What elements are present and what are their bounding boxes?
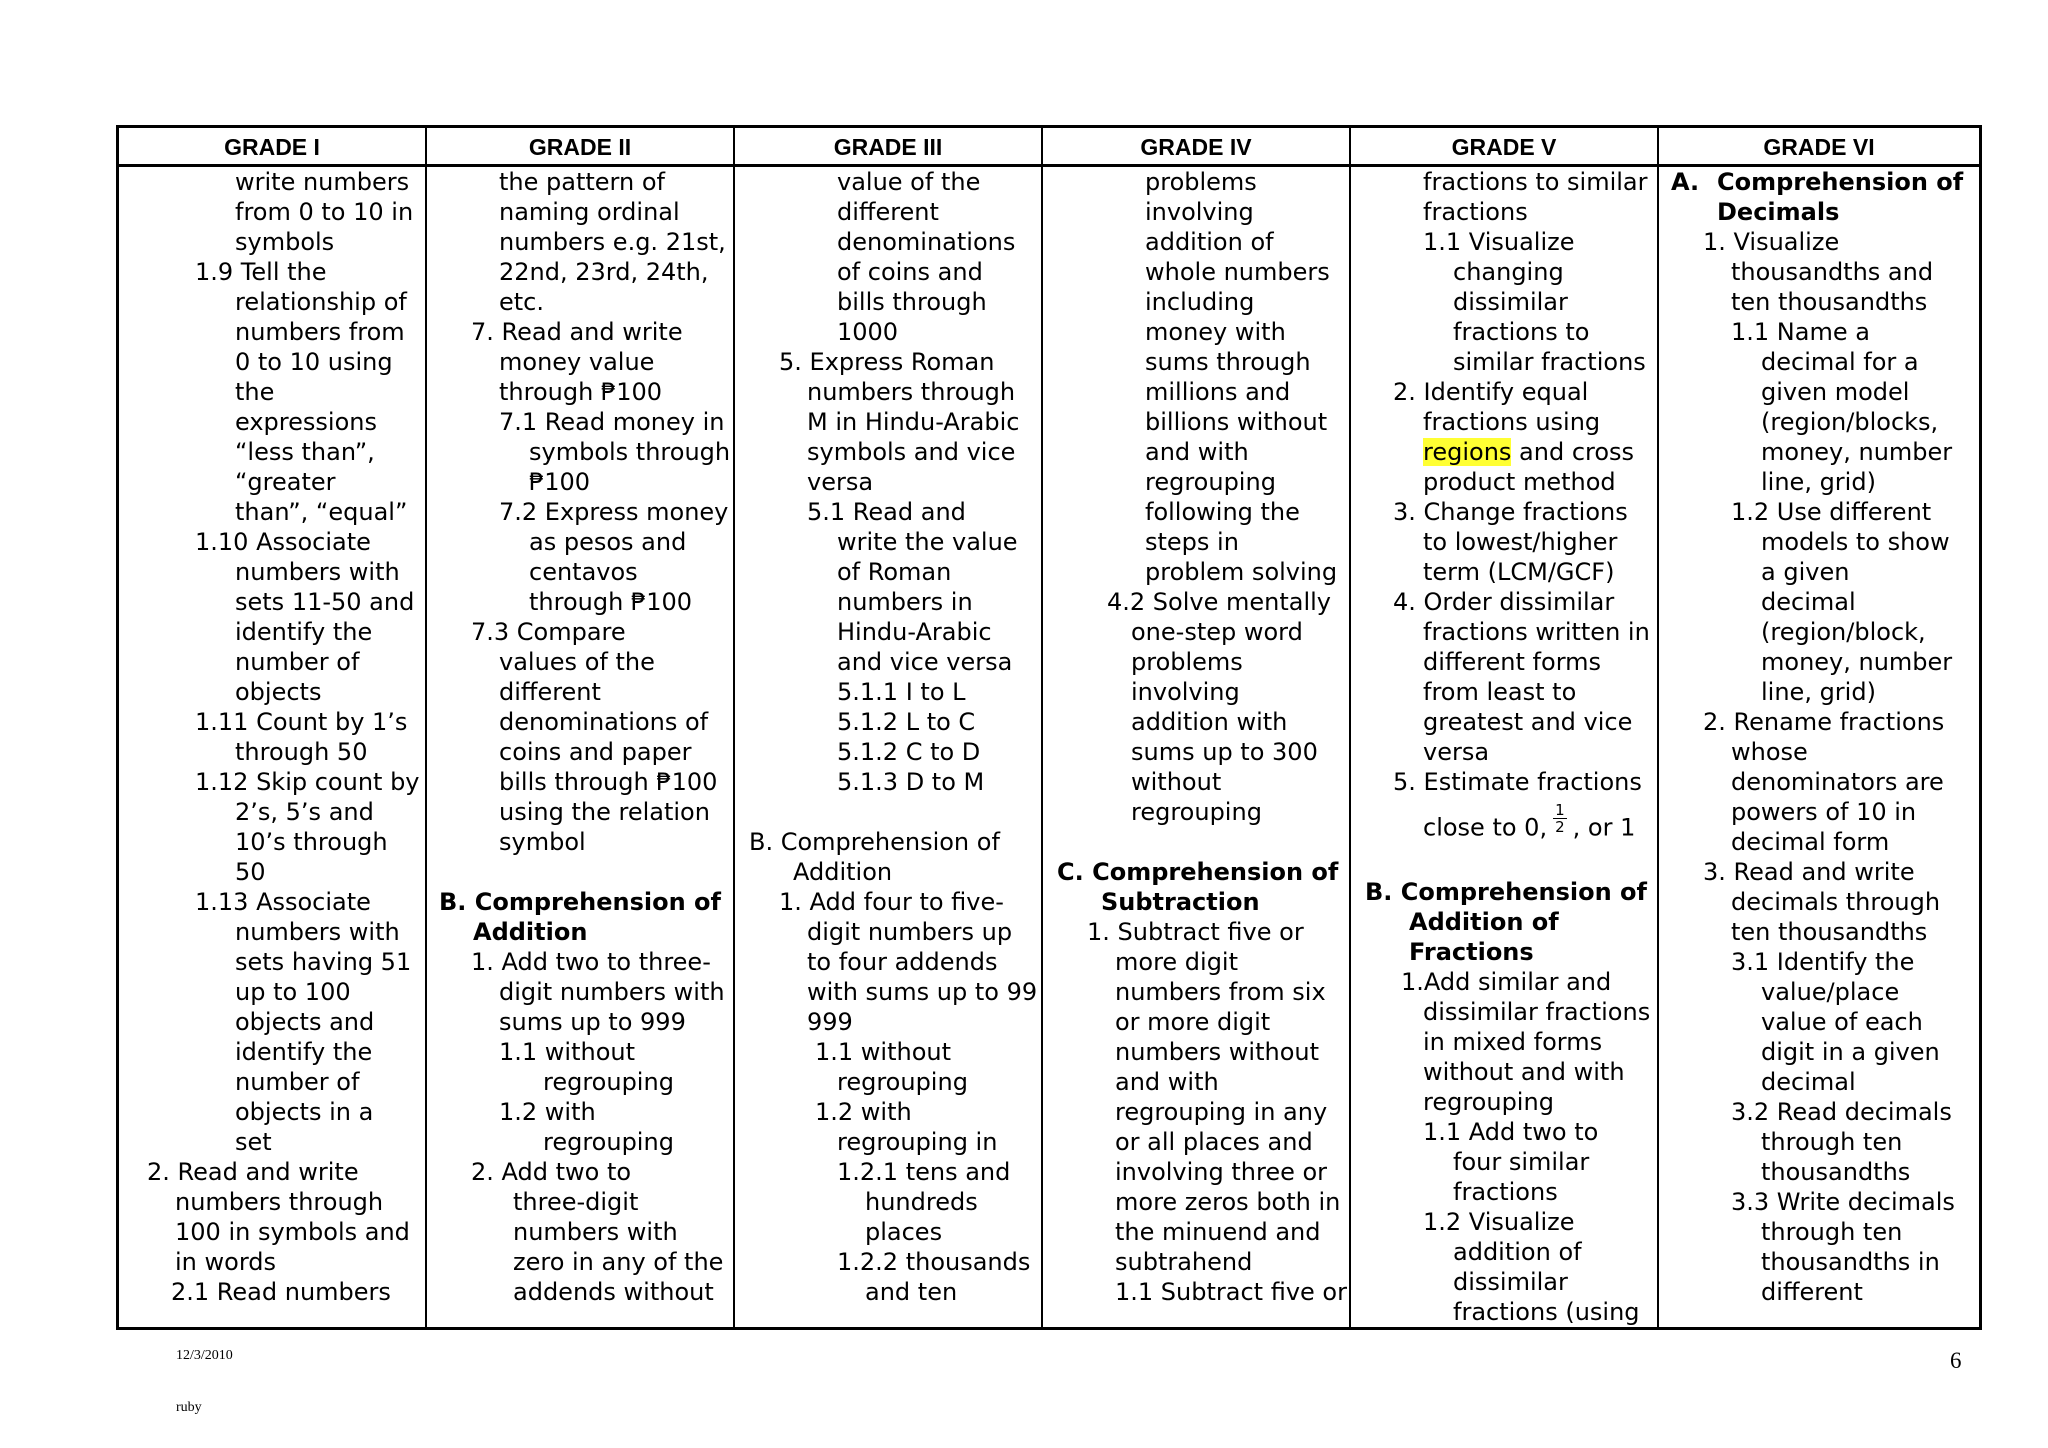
grade-4-section-heading: C. Comprehension of — [1057, 858, 1339, 886]
grade-4-line: involving — [1145, 198, 1254, 226]
grade-3-line: write the value — [837, 528, 1018, 556]
grade-4-line: sums through — [1145, 348, 1311, 376]
grade-3-line: of Roman — [837, 558, 952, 586]
grade-4-line: and with — [1115, 1068, 1219, 1096]
grade-1-line: the — [235, 378, 275, 406]
grade-2-line: different — [499, 678, 601, 706]
grade-2-column — [427, 167, 733, 1327]
grade-4-line: regrouping — [1145, 468, 1276, 496]
grade-3-line: 1.2.2 thousands — [837, 1248, 1031, 1276]
header-grade-4: GRADE IV — [1140, 134, 1252, 160]
grade-6-line: decimal form — [1731, 828, 1890, 856]
grade-1-line: objects — [235, 678, 322, 706]
grade-3-line: 1. Add four to five- — [779, 888, 1004, 916]
grade-6-line: decimal for a — [1761, 348, 1919, 376]
grade-3-line: digit numbers up — [807, 918, 1013, 946]
grade-4-line: involving — [1131, 678, 1240, 706]
grade-1-line: 1.13 Associate — [195, 888, 371, 916]
grade-1-line: 2.1 Read numbers — [171, 1278, 391, 1306]
grade-5-section-heading: Addition of — [1409, 908, 1559, 936]
grade-2-line: digit numbers with — [499, 978, 725, 1006]
grade-2-line: centavos — [529, 558, 638, 586]
grade-2-line: denominations of — [499, 708, 709, 736]
grade-4-line: or more digit — [1115, 1008, 1271, 1036]
grade-2-line: 7. Read and write — [471, 318, 683, 346]
grade-3-line: places — [865, 1218, 943, 1246]
fraction-denominator: 2 — [1555, 818, 1565, 836]
grade-6-line: thousandths in — [1761, 1248, 1940, 1276]
grade-6-line: digit in a given — [1761, 1038, 1940, 1066]
grade-5-line: four similar — [1453, 1148, 1590, 1176]
grade-4-line: numbers without — [1115, 1038, 1320, 1066]
grade-5-line: regrouping — [1423, 1088, 1554, 1116]
grade-1-line: numbers through — [175, 1188, 384, 1216]
grade-3-line: M in Hindu-Arabic — [807, 408, 1020, 436]
grade-4-line: 4.2 Solve mentally — [1107, 588, 1331, 616]
grade-2-line: numbers e.g. 21st, — [499, 228, 726, 256]
grade-6-line: (region/block, — [1761, 618, 1926, 646]
grade-1-line: symbols — [235, 228, 335, 256]
grade-4-line: without — [1131, 768, 1222, 796]
grade-3-line: 5.1 Read and — [807, 498, 966, 526]
curriculum-table — [116, 125, 1982, 1330]
grade-6-line: (region/blocks, — [1761, 408, 1939, 436]
grade-2-line: 1.2 with — [499, 1098, 596, 1126]
grade-3-line: bills through — [837, 288, 987, 316]
grade-1-line: “greater — [235, 468, 336, 496]
one-half-fraction — [1553, 802, 1567, 835]
grade-5-line: dissimilar — [1453, 288, 1568, 316]
grade-3-line: 5.1.2 C to D — [837, 738, 981, 766]
grade-1-line: numbers with — [235, 558, 400, 586]
footer-author: ruby — [176, 1400, 202, 1415]
grade-4-line: regrouping — [1131, 798, 1262, 826]
grade-4-line: 1. Subtract five or — [1087, 918, 1304, 946]
grade-4-line: problems — [1131, 648, 1243, 676]
grade-5-line: without and with — [1423, 1058, 1625, 1086]
footer-date: 12/3/2010 — [176, 1348, 233, 1363]
grade-1-line: up to 100 — [235, 978, 351, 1006]
grade-5-text: close to 0, — [1423, 813, 1548, 842]
grade-2-line: 7.2 Express money — [499, 498, 729, 526]
grade-2-line: sums up to 999 — [499, 1008, 686, 1036]
header-grade-2: GRADE II — [528, 134, 632, 160]
grade-1-line: than”, “equal” — [235, 498, 408, 526]
grade-2-line: 7.1 Read money in — [499, 408, 725, 436]
grade-2-line: regrouping — [543, 1068, 674, 1096]
grade-3-line: 1000 — [837, 318, 899, 346]
grade-6-line: 1.2 Use different — [1731, 498, 1932, 526]
grade-2-line: bills through ₱100 — [499, 768, 718, 796]
grade-6-line: through ten — [1761, 1128, 1903, 1156]
grade-5-column — [1351, 167, 1657, 1327]
grade-1-line: write numbers — [235, 168, 410, 196]
grade-4-line: one-step word — [1131, 618, 1303, 646]
grade-6-line: money, number — [1761, 438, 1953, 466]
grade-4-line: including — [1145, 288, 1255, 316]
grade-6-line: 3.2 Read decimals — [1731, 1098, 1952, 1126]
grade-3-line: 5. Express Roman — [779, 348, 995, 376]
grade-2-line: through ₱100 — [529, 588, 693, 616]
grade-6-line: through ten — [1761, 1218, 1903, 1246]
grade-3-line: 999 — [807, 1008, 853, 1036]
grade-5-line: to lowest/higher — [1423, 528, 1618, 556]
grade-5-section-heading: B. Comprehension of — [1365, 878, 1647, 906]
grade-1-line: 1.12 Skip count by — [195, 768, 420, 796]
grade-4-line: whole numbers — [1145, 258, 1330, 286]
grade-6-line: powers of 10 in — [1731, 798, 1917, 826]
grade-4-line: more digit — [1115, 948, 1239, 976]
grade-4-line: addition of — [1145, 228, 1274, 256]
grade-6-line: 1.1 Name a — [1731, 318, 1870, 346]
grade-1-line: set — [235, 1128, 272, 1156]
grade-1-line: identify the — [235, 1038, 373, 1066]
grade-1-line: 2’s, 5’s and — [235, 798, 374, 826]
grade-1-line: identify the — [235, 618, 373, 646]
grade-3-line: and vice versa — [837, 648, 1013, 676]
grade-6-line: models to show — [1761, 528, 1950, 556]
grade-1-line: sets having 51 — [235, 948, 412, 976]
grade-5-line: dissimilar fractions — [1423, 998, 1651, 1026]
grade-5-line: 1.1 Add two to — [1423, 1118, 1599, 1146]
grade-4-line: or all places and — [1115, 1128, 1313, 1156]
grade-3-line: 5.1.3 D to M — [837, 768, 985, 796]
grade-1-line: from 0 to 10 in — [235, 198, 414, 226]
grade-5-line: fractions — [1423, 198, 1528, 226]
grade-2-line: symbol — [499, 828, 586, 856]
grade-1-line: 0 to 10 using — [235, 348, 393, 376]
grade-1-line: objects in a — [235, 1098, 374, 1126]
header-grade-5: GRADE V — [1451, 134, 1557, 160]
grade-1-line: 1.11 Count by 1’s — [195, 708, 408, 736]
grade-6-line: money, number — [1761, 648, 1953, 676]
grade-3-line: symbols and vice — [807, 438, 1016, 466]
grade-3-line: with sums up to 99 — [807, 978, 1038, 1006]
grade-6-line: given model — [1761, 378, 1910, 406]
grade-5-line: greatest and vice — [1423, 708, 1633, 736]
grade-5-line: fractions — [1453, 1178, 1558, 1206]
grade-2-line: addends without — [513, 1278, 714, 1306]
grade-6-line: ten thousandths — [1731, 918, 1928, 946]
grade-2-line: zero in any of the — [513, 1248, 724, 1276]
grade-4-line: subtrahend — [1115, 1248, 1253, 1276]
grade-5-line: 4. Order dissimilar — [1393, 588, 1615, 616]
grade-3-line: 5.1.2 L to C — [837, 708, 976, 736]
grade-1-line: number of — [235, 648, 360, 676]
grade-2-line: etc. — [499, 288, 544, 316]
grade-6-section-heading: Decimals — [1717, 198, 1840, 226]
grade-2-line: 7.3 Compare — [471, 618, 626, 646]
grade-2-line: values of the — [499, 648, 655, 676]
grade-1-line: 50 — [235, 858, 266, 886]
grade-4-line: numbers from six — [1115, 978, 1326, 1006]
grade-4-line: 1.1 Subtract five or — [1115, 1278, 1347, 1306]
grade-5-line — [1423, 801, 1636, 845]
highlighted-word: regions — [1423, 438, 1512, 466]
grade-2-line: using the relation — [499, 798, 710, 826]
grade-3-line: and ten — [865, 1278, 958, 1306]
grade-4-line: following the — [1145, 498, 1300, 526]
grade-5-line: addition of — [1453, 1238, 1582, 1266]
grade-3-line: regrouping in — [837, 1128, 998, 1156]
grade-1-line: sets 11-50 and — [235, 588, 415, 616]
grade-1-line: 1.10 Associate — [195, 528, 371, 556]
grade-5-line: in mixed forms — [1423, 1028, 1603, 1056]
grade-2-line: ₱100 — [529, 468, 591, 496]
grade-5-line: fractions to similar — [1423, 168, 1648, 196]
grade-5-line: dissimilar — [1453, 1268, 1568, 1296]
grade-5-text: and cross — [1519, 438, 1635, 466]
grade-3-line: value of the — [837, 168, 981, 196]
grade-6-line: thousandths and — [1731, 258, 1934, 286]
grade-5-line: 1.Add similar and — [1401, 968, 1612, 996]
grade-6-line: different — [1761, 1278, 1863, 1306]
grade-6-line: thousandths — [1761, 1158, 1911, 1186]
grade-4-line: the minuend and — [1115, 1218, 1321, 1246]
grade-5-line — [1423, 437, 1634, 467]
grade-6-line: 3.3 Write decimals — [1731, 1188, 1955, 1216]
grade-4-line: involving three or — [1115, 1158, 1328, 1186]
grade-3-line: of coins and — [837, 258, 983, 286]
grade-3-line: different — [837, 198, 939, 226]
grade-3-line: regrouping — [837, 1068, 968, 1096]
grade-3-line: Hindu-Arabic — [837, 618, 992, 646]
grade-6-line: value/place — [1761, 978, 1900, 1006]
grade-6-column — [1659, 167, 1979, 1327]
grade-5-line: fractions written in — [1423, 618, 1650, 646]
grade-5-line: 1.1 Visualize — [1423, 228, 1575, 256]
grade-6-line: decimal — [1761, 1068, 1856, 1096]
grade-2-line: 22nd, 23rd, 24th, — [499, 258, 709, 286]
grade-1-line: 10’s through — [235, 828, 388, 856]
header-grade-1: GRADE I — [224, 134, 320, 160]
grade-4-line: addition with — [1131, 708, 1288, 736]
grade-6-line: 3.1 Identify the — [1731, 948, 1915, 976]
grade-2-line: through ₱100 — [499, 378, 663, 406]
grade-2-line: 1.1 without — [499, 1038, 636, 1066]
page-number: 6 — [1950, 1348, 1962, 1373]
grade-1-line: 1.9 Tell the — [195, 258, 327, 286]
grade-2-line: naming ordinal — [499, 198, 680, 226]
grade-3-column — [735, 167, 1041, 1327]
grade-5-line: fractions to — [1453, 318, 1590, 346]
grade-4-column — [1043, 167, 1349, 1327]
grade-4-line: problem solving — [1145, 558, 1338, 586]
grade-6-line: decimal — [1761, 588, 1856, 616]
grade-5-line: fractions (using — [1453, 1298, 1640, 1326]
grade-5-line: 1.2 Visualize — [1423, 1208, 1575, 1236]
grade-5-line: product method — [1423, 468, 1616, 496]
grade-4-line: billions without — [1145, 408, 1328, 436]
grade-6-line: ten thousandths — [1731, 288, 1928, 316]
grade-5-section-heading: Fractions — [1409, 938, 1534, 966]
grade-4-line: more zeros both in — [1115, 1188, 1341, 1216]
grade-3-line: denominations — [837, 228, 1016, 256]
grade-6-line: line, grid) — [1761, 468, 1876, 496]
grade-4-line: regrouping in any — [1115, 1098, 1328, 1126]
grade-1-line: through 50 — [235, 738, 368, 766]
grade-5-line: 2. Identify equal — [1393, 378, 1589, 406]
grade-2-line: as pesos and — [529, 528, 687, 556]
grade-4-line: steps in — [1145, 528, 1239, 556]
grade-1-line: number of — [235, 1068, 360, 1096]
grade-1-line: numbers from — [235, 318, 405, 346]
grade-6-line: value of each — [1761, 1008, 1923, 1036]
grade-6-line: line, grid) — [1761, 678, 1876, 706]
grade-6-line: denominators are — [1731, 768, 1944, 796]
grade-5-line: from least to — [1423, 678, 1577, 706]
header-grade-6: GRADE VI — [1763, 134, 1875, 160]
grade-5-line: versa — [1423, 738, 1490, 766]
grade-2-line: symbols through — [529, 438, 731, 466]
grade-4-line: and with — [1145, 438, 1249, 466]
header-grade-3: GRADE III — [833, 134, 943, 160]
grade-3-line: versa — [807, 468, 874, 496]
grade-3-line: numbers through — [807, 378, 1016, 406]
grade-3-line: to four addends — [807, 948, 998, 976]
grade-2-line: regrouping — [543, 1128, 674, 1156]
grade-5-line: different forms — [1423, 648, 1602, 676]
grade-5-text: , or 1 — [1572, 813, 1636, 842]
grade-5-line: 5. Estimate fractions — [1393, 768, 1642, 796]
grade-2-section-heading: Addition — [473, 918, 588, 946]
grade-3-line: 1.1 without — [815, 1038, 952, 1066]
grade-3-line: B. Comprehension of — [749, 828, 1000, 856]
grade-2-line: three-digit — [513, 1188, 639, 1216]
grade-2-line: coins and paper — [499, 738, 692, 766]
grade-6-line: whose — [1731, 738, 1808, 766]
fraction-numerator: 1 — [1555, 801, 1565, 819]
grade-1-line: numbers with — [235, 918, 400, 946]
grade-6-line: 3. Read and write — [1703, 858, 1915, 886]
grade-2-line: numbers with — [513, 1218, 678, 1246]
grade-6-line: 2. Rename fractions — [1703, 708, 1945, 736]
grade-6-line: 1. Visualize — [1703, 228, 1840, 256]
grade-6-line: a given — [1761, 558, 1850, 586]
grade-2-section-heading: B. Comprehension of — [439, 888, 721, 916]
grade-4-section-heading: Subtraction — [1101, 888, 1260, 916]
grade-5-line: 3. Change fractions — [1393, 498, 1628, 526]
grade-4-line: millions and — [1145, 378, 1291, 406]
grade-3-line: 1.2 with — [815, 1098, 912, 1126]
grade-1-line: expressions — [235, 408, 377, 436]
grade-2-line: 1. Add two to three- — [471, 948, 711, 976]
grade-3-line: hundreds — [865, 1188, 978, 1216]
grade-6-section-heading: Comprehension of — [1717, 168, 1964, 196]
grade-5-line: term (LCM/GCF) — [1423, 558, 1615, 586]
grade-5-line: fractions using — [1423, 408, 1601, 436]
table-header-row — [119, 128, 1979, 167]
grade-5-line: similar fractions — [1453, 348, 1646, 376]
grade-5-line: changing — [1453, 258, 1564, 286]
grade-4-line: sums up to 300 — [1131, 738, 1318, 766]
grade-1-line: objects and — [235, 1008, 375, 1036]
grade-3-line: 1.2.1 tens and — [837, 1158, 1011, 1186]
grade-2-line: the pattern of — [499, 168, 665, 196]
grade-3-line: Addition — [793, 858, 893, 886]
grade-1-line: relationship of — [235, 288, 407, 316]
grade-3-line: numbers in — [837, 588, 973, 616]
grade-2-line: 2. Add two to — [471, 1158, 632, 1186]
grade-6-line: decimals through — [1731, 888, 1941, 916]
grade-4-line: problems — [1145, 168, 1257, 196]
grade-4-line: money with — [1145, 318, 1286, 346]
grade-1-line: 2. Read and write — [147, 1158, 359, 1186]
grade-1-column — [119, 167, 425, 1327]
grade-2-line: money value — [499, 348, 655, 376]
grade-1-line: “less than”, — [235, 438, 375, 466]
grade-3-line: 5.1.1 I to L — [837, 678, 966, 706]
grade-1-line: in words — [175, 1248, 277, 1276]
grade-1-line: 100 in symbols and — [175, 1218, 410, 1246]
grade-6-section-marker: A. — [1671, 168, 1700, 196]
